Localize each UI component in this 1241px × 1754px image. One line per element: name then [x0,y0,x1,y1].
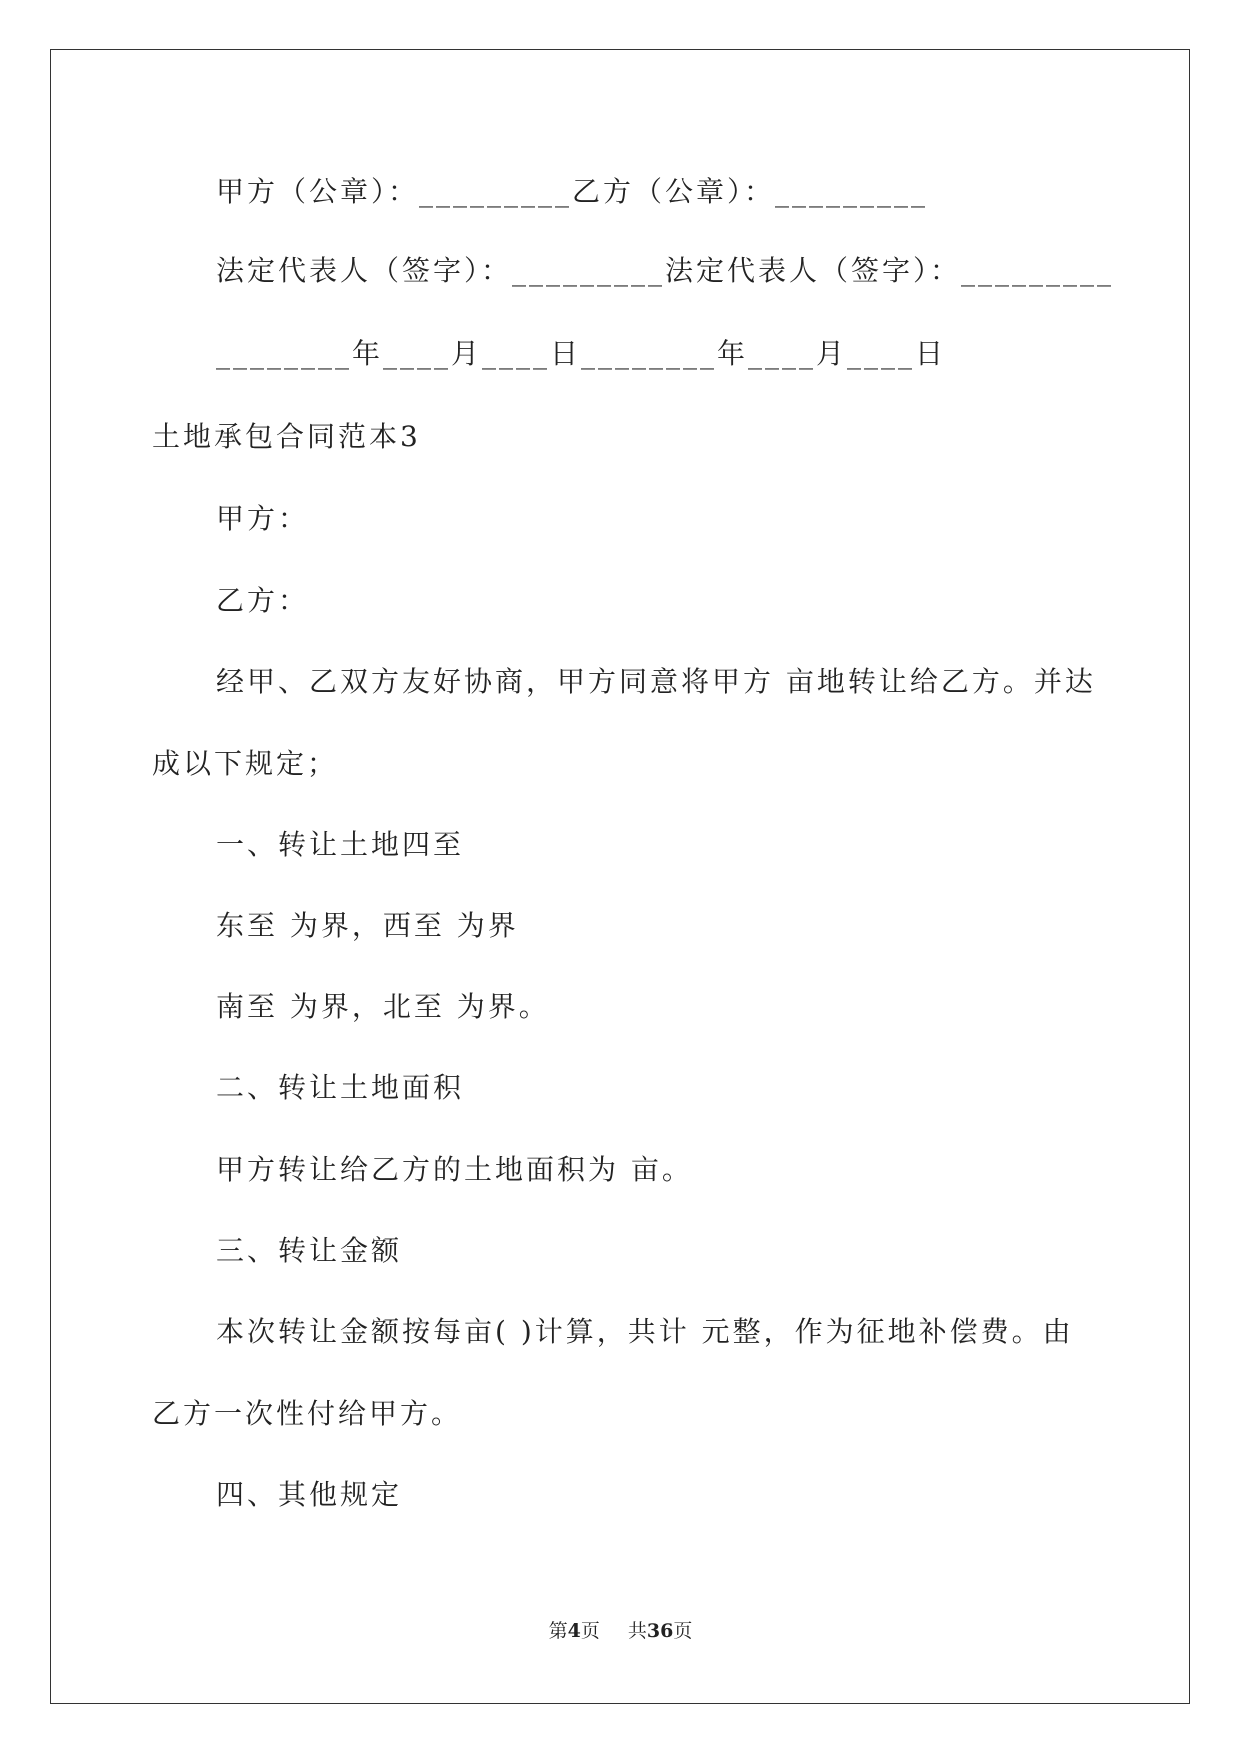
footer-page-unit: 页 [580,1620,600,1642]
intro-paragraph-line-1: 经甲、乙双方友好协商，甲方同意将甲方 亩地转让给乙方。并达 [216,665,1096,698]
clause-2-text: 甲方转让给乙方的土地面积为 亩。 [216,1153,693,1186]
page-frame [50,49,1190,1704]
clause-1-boundary-east-west: 东至 为界，西至 为界 [216,909,519,942]
clause-1-heading: 一、转让土地四至 [216,828,465,861]
clause-1-boundary-south-north: 南至 为界，北至 为界。 [216,990,550,1023]
clause-3-heading: 三、转让金额 [216,1234,403,1267]
signature-date-line: ________年____月____日________年____月____日 [216,337,947,370]
section-title: 土地承包合同范本3 [152,420,421,453]
signature-seal-line: 甲方（公章）：_________乙方（公章）：_________ [216,175,929,208]
footer-total-pages: 36 [646,1620,674,1642]
intro-paragraph-line-2: 成以下规定； [152,747,339,780]
clause-3-text-line-2: 乙方一次性付给甲方。 [152,1397,463,1430]
clause-4-heading: 四、其他规定 [216,1478,403,1511]
party-a-label: 甲方： [216,502,310,535]
footer-total-prefix: 共 [627,1620,647,1642]
footer-page-number: 4 [567,1620,581,1642]
party-b-label: 乙方： [216,584,310,617]
footer-total-unit: 页 [673,1620,693,1642]
signature-representative-line: 法定代表人（签字）：_________法定代表人（签字）：_________ [216,254,1115,287]
footer-prefix: 第 [548,1620,568,1642]
clause-3-text-line-1: 本次转让金额按每亩( )计算，共计 元整，作为征地补偿费。由 [216,1315,1074,1348]
clause-2-heading: 二、转让土地面积 [216,1071,465,1104]
page-footer [0,1616,1241,1643]
